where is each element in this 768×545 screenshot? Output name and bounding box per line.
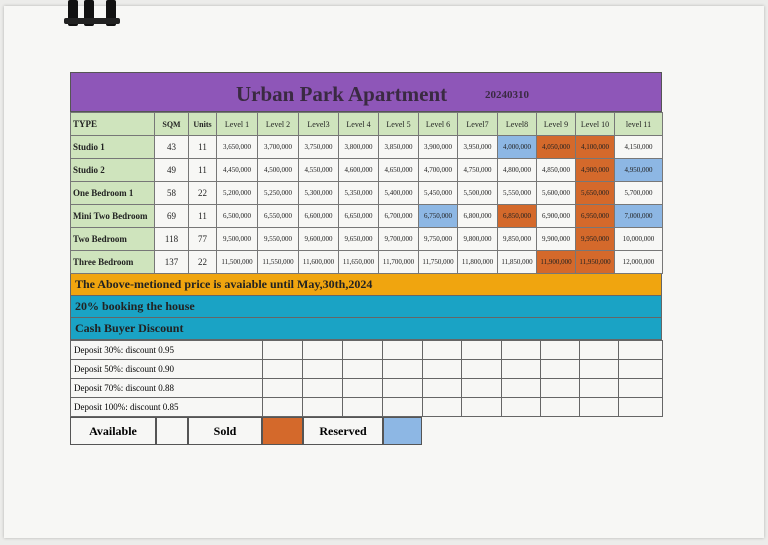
price-cell: 4,600,000 [339,159,379,182]
empty-cell [462,341,502,360]
empty-cell [580,398,619,417]
price-cell: 4,450,000 [217,159,258,182]
empty-cell [303,360,343,379]
price-cell: 3,700,000 [258,136,299,159]
units-cell: 11 [189,159,217,182]
price-cell: 3,750,000 [299,136,339,159]
price-cell: 4,800,000 [498,159,537,182]
empty-cell [343,341,383,360]
cash-discount-banner: Cash Buyer Discount [70,318,662,340]
empty-cell [343,398,383,417]
price-cell: 11,650,000 [339,251,379,274]
price-cell: 4,750,000 [458,159,498,182]
column-header: Level 2 [258,113,299,136]
units-cell: 22 [189,251,217,274]
price-cell: 11,700,000 [379,251,419,274]
price-cell: 4,150,000 [615,136,663,159]
page-title: Urban Park Apartment [236,82,448,106]
unit-type-cell: Mini Two Bedroom [71,205,155,228]
price-cell: 6,500,000 [217,205,258,228]
price-cell: 9,650,000 [339,228,379,251]
empty-cell [423,379,462,398]
empty-cell [343,379,383,398]
price-cell: 4,900,000 [576,159,615,182]
empty-cell [502,398,541,417]
price-cell: 4,000,000 [498,136,537,159]
price-cell: 6,850,000 [498,205,537,228]
price-cell: 5,550,000 [498,182,537,205]
empty-cell [423,398,462,417]
empty-cell [462,360,502,379]
empty-cell [263,360,303,379]
empty-cell [462,398,502,417]
price-cell: 3,800,000 [339,136,379,159]
column-header: Level8 [498,113,537,136]
discount-label: Deposit 100%: discount 0.85 [71,398,263,417]
price-cell: 4,650,000 [379,159,419,182]
column-header: Level 10 [576,113,615,136]
discount-row [71,398,663,417]
empty-cell [580,360,619,379]
price-cell: 6,950,000 [576,205,615,228]
price-cell: 3,900,000 [419,136,458,159]
empty-cell [541,360,580,379]
empty-cell [502,341,541,360]
empty-cell [619,398,663,417]
price-cell: 11,850,000 [498,251,537,274]
date-label: 20240310 [485,89,529,101]
price-cell: 5,400,000 [379,182,419,205]
empty-cell [619,379,663,398]
legend-available-swatch [156,417,188,445]
price-cell: 11,600,000 [299,251,339,274]
price-cell: 4,500,000 [258,159,299,182]
empty-cell [263,398,303,417]
discount-row [71,360,663,379]
price-cell: 9,550,000 [258,228,299,251]
price-cell: 12,000,000 [615,251,663,274]
discount-label: Deposit 50%: discount 0.90 [71,360,263,379]
price-cell: 6,650,000 [339,205,379,228]
price-cell: 4,100,000 [576,136,615,159]
price-cell: 3,850,000 [379,136,419,159]
empty-cell [383,341,423,360]
empty-cell [580,341,619,360]
column-header: SQM [155,113,189,136]
unit-type-cell: Studio 2 [71,159,155,182]
empty-cell [383,360,423,379]
empty-cell [541,379,580,398]
price-cell: 7,000,000 [615,205,663,228]
price-cell: 5,450,000 [419,182,458,205]
discount-label: Deposit 30%: discount 0.95 [71,341,263,360]
column-header: Level 4 [339,113,379,136]
empty-cell [619,360,663,379]
price-cell: 3,650,000 [217,136,258,159]
price-cell: 3,950,000 [458,136,498,159]
legend [70,417,662,445]
table-row [71,182,663,205]
unit-type-cell: Three Bedroom [71,251,155,274]
table-row [71,228,663,251]
units-cell: 11 [189,136,217,159]
price-cell: 5,250,000 [258,182,299,205]
column-header: Level 9 [537,113,576,136]
column-header: Level7 [458,113,498,136]
price-cell: 11,500,000 [217,251,258,274]
price-cell: 6,900,000 [537,205,576,228]
column-header: level 11 [615,113,663,136]
price-cell: 4,950,000 [615,159,663,182]
price-cell: 9,700,000 [379,228,419,251]
price-cell: 9,950,000 [576,228,615,251]
table-row [71,136,663,159]
price-cell: 11,900,000 [537,251,576,274]
price-cell: 5,700,000 [615,182,663,205]
unit-type-cell: Studio 1 [71,136,155,159]
price-cell: 9,750,000 [419,228,458,251]
sqm-cell: 137 [155,251,189,274]
legend-reserved-swatch [383,417,422,445]
column-header: Level 1 [217,113,258,136]
empty-cell [263,379,303,398]
discount-label: Deposit 70%: discount 0.88 [71,379,263,398]
sqm-cell: 69 [155,205,189,228]
empty-cell [502,360,541,379]
units-cell: 77 [189,228,217,251]
price-validity-notice: The Above-metioned price is avaiable until May,30th,2024 [70,274,662,296]
price-cell: 10,000,000 [615,228,663,251]
unit-type-cell: Two Bedroom [71,228,155,251]
price-cell: 4,850,000 [537,159,576,182]
price-cell: 4,550,000 [299,159,339,182]
price-cell: 5,600,000 [537,182,576,205]
empty-cell [541,341,580,360]
price-sheet [70,72,662,445]
price-cell: 9,500,000 [217,228,258,251]
price-cell: 11,550,000 [258,251,299,274]
table-row [71,251,663,274]
legend-available-label: Available [70,417,156,445]
price-cell: 5,300,000 [299,182,339,205]
table-header-row [71,113,663,136]
column-header: TYPE [71,113,155,136]
price-cell: 6,750,000 [419,205,458,228]
price-cell: 6,800,000 [458,205,498,228]
empty-cell [580,379,619,398]
price-cell: 9,900,000 [537,228,576,251]
price-cell: 4,050,000 [537,136,576,159]
price-cell: 11,950,000 [576,251,615,274]
price-cell: 11,750,000 [419,251,458,274]
title-row [70,72,662,112]
price-cell: 9,800,000 [458,228,498,251]
empty-cell [303,379,343,398]
empty-cell [423,360,462,379]
sqm-cell: 58 [155,182,189,205]
unit-type-cell: One Bedroom 1 [71,182,155,205]
price-cell: 11,800,000 [458,251,498,274]
price-table [70,112,663,274]
legend-sold-swatch [262,417,303,445]
empty-cell [263,341,303,360]
column-header: Level3 [299,113,339,136]
discount-row [71,379,663,398]
column-header: Units [189,113,217,136]
table-row [71,159,663,182]
price-cell: 5,350,000 [339,182,379,205]
sqm-cell: 118 [155,228,189,251]
booking-banner: 20% booking the house [70,296,662,318]
legend-reserved-label: Reserved [303,417,383,445]
empty-cell [462,379,502,398]
sqm-cell: 43 [155,136,189,159]
discount-row [71,341,663,360]
empty-cell [619,341,663,360]
empty-cell [303,398,343,417]
units-cell: 22 [189,182,217,205]
legend-sold-label: Sold [188,417,262,445]
price-cell: 5,500,000 [458,182,498,205]
price-cell: 5,200,000 [217,182,258,205]
empty-cell [423,341,462,360]
price-cell: 9,600,000 [299,228,339,251]
empty-cell [303,341,343,360]
empty-cell [541,398,580,417]
binder-clip-base [64,18,120,24]
price-cell: 6,600,000 [299,205,339,228]
column-header: Level 6 [419,113,458,136]
empty-cell [383,398,423,417]
price-cell: 6,700,000 [379,205,419,228]
table-row [71,205,663,228]
units-cell: 11 [189,205,217,228]
price-cell: 4,700,000 [419,159,458,182]
empty-cell [502,379,541,398]
empty-cell [343,360,383,379]
price-cell: 5,650,000 [576,182,615,205]
price-cell: 9,850,000 [498,228,537,251]
column-header: Level 5 [379,113,419,136]
empty-cell [383,379,423,398]
discount-table [70,340,663,417]
sqm-cell: 49 [155,159,189,182]
price-cell: 6,550,000 [258,205,299,228]
